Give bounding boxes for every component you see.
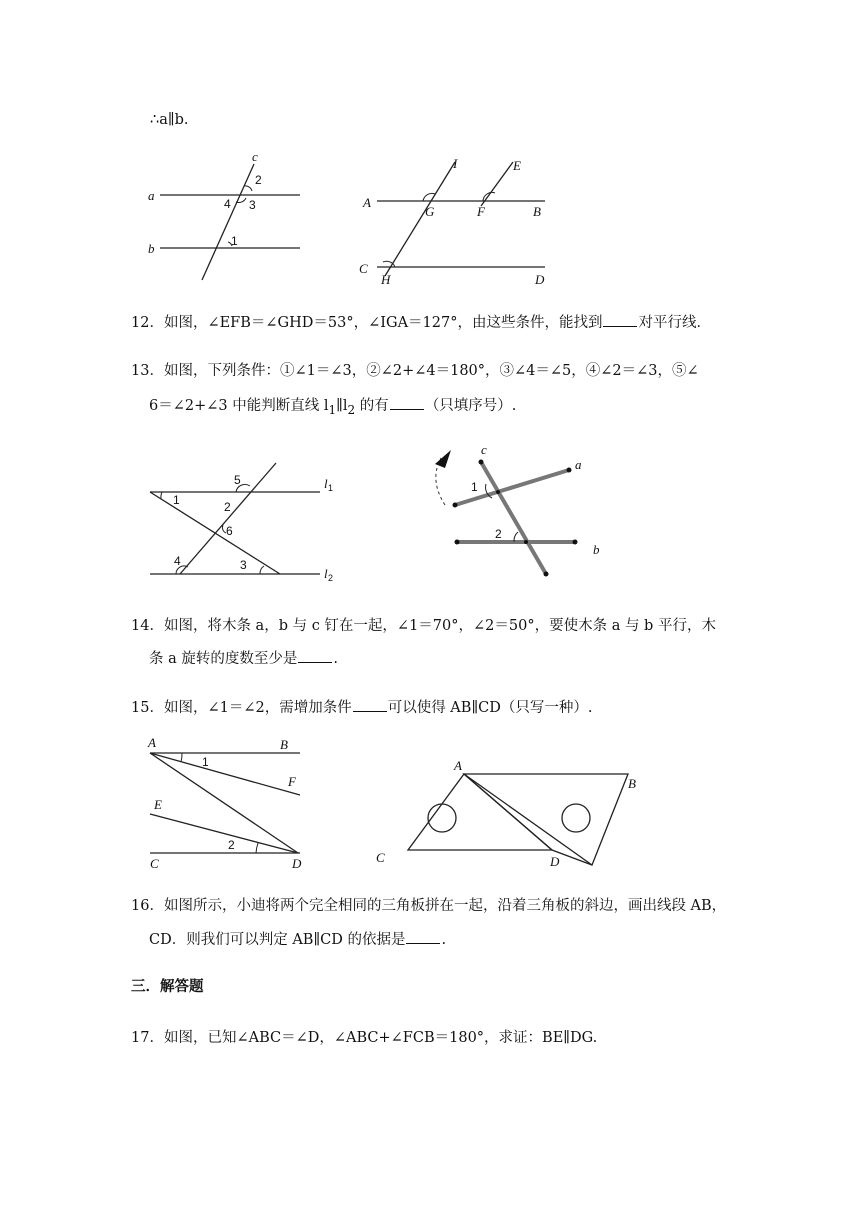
- label-C: C: [150, 856, 159, 871]
- question-13-line1: 13．如图，下列条件：①∠1＝∠3，②∠2+∠4＝180°，③∠4＝∠5，④∠2＝∠3，⑤∠: [131, 363, 699, 379]
- question-16-line2: CD．则我们可以判定 AB∥CD 的依据是 .: [149, 932, 447, 948]
- label-D: D: [292, 856, 302, 871]
- question-14-line2: 条 a 旋转的度数至少是 .: [149, 651, 338, 667]
- label-A: A: [363, 195, 371, 210]
- conclusion-text: ∴a∥b.: [150, 112, 189, 128]
- label-C: C: [359, 261, 368, 276]
- angle-3: 3: [240, 558, 247, 572]
- angle-1: 1: [231, 234, 238, 248]
- angle-6: 6: [226, 524, 233, 538]
- label-B: B: [533, 204, 541, 219]
- svg-text:1: 1: [328, 483, 334, 493]
- angle-4: 4: [174, 554, 181, 568]
- figure-lines-ab-cd: [355, 150, 555, 290]
- label-a: a: [575, 457, 582, 472]
- answer-blank[interactable]: [406, 931, 440, 944]
- label-D: D: [550, 854, 560, 869]
- label-A: A: [454, 758, 462, 773]
- answer-blank[interactable]: [298, 650, 332, 663]
- question-13-line2: 6＝∠2+∠3 中能判断直线 $l_1\parallel l_2$ 的有 （只填序号）.: [149, 398, 517, 417]
- label-B: B: [280, 737, 288, 752]
- label-E: E: [513, 158, 521, 173]
- figure-parallel-lines-ab: [140, 146, 310, 286]
- figure-set-squares: [370, 734, 650, 874]
- label-F: F: [288, 774, 296, 789]
- angle-3: 3: [249, 198, 256, 212]
- angle-1: 1: [202, 755, 209, 769]
- label-B: B: [628, 776, 636, 791]
- angle-5: 5: [234, 473, 241, 487]
- label-l1: l: [324, 476, 328, 491]
- svg-text:2: 2: [328, 573, 334, 583]
- label-b: b: [593, 542, 600, 557]
- label-I: I: [453, 156, 458, 171]
- question-15: 15．如图，∠1＝∠2，需增加条件 可以使得 AB∥CD（只写一种）.: [131, 700, 593, 716]
- label-A: A: [148, 735, 156, 750]
- angle-4: 4: [224, 197, 231, 211]
- label-E: E: [154, 797, 162, 812]
- question-16-line1: 16．如图所示，小迪将两个完全相同的三角板拼在一起，沿着三角板的斜边，画出线段 AB，: [131, 898, 727, 914]
- angle-1: 1: [471, 480, 478, 494]
- angle-2: 2: [495, 527, 502, 541]
- label-c: c: [252, 149, 258, 164]
- label-c: c: [481, 442, 487, 457]
- label-G: G: [425, 204, 435, 219]
- question-14-line1: 14．如图，将木条 a，b 与 c 钉在一起，∠1＝70°，∠2＝50°，要使木条 a 与 b 平行，木: [131, 618, 716, 634]
- angle-2: 2: [228, 838, 235, 852]
- question-12: 12．如图，∠EFB＝∠GHD＝53°，∠IGA＝127°，由这些条件，能找到 对平行线．: [131, 315, 711, 331]
- angle-2: 2: [224, 500, 231, 514]
- answer-blank[interactable]: [353, 699, 387, 712]
- figure-angles-abcd: [140, 732, 320, 872]
- label-D: D: [535, 272, 545, 287]
- figure-lines-l1-l2: [140, 455, 350, 585]
- question-17: 17．如图，已知∠ABC＝∠D，∠ABC+∠FCB＝180°，求证：BE∥DG.: [131, 1030, 598, 1046]
- label-a: a: [148, 188, 155, 203]
- label-l2: l: [324, 566, 328, 581]
- section-heading: 三．解答题: [131, 979, 204, 995]
- label-H: H: [381, 272, 391, 287]
- answer-blank[interactable]: [390, 397, 424, 410]
- angle-2: 2: [255, 173, 262, 187]
- figure-wooden-sticks: [425, 440, 615, 585]
- label-C: C: [376, 850, 385, 865]
- angle-1: 1: [173, 493, 180, 507]
- answer-blank[interactable]: [603, 314, 637, 327]
- label-b: b: [148, 241, 155, 256]
- label-F: F: [477, 204, 485, 219]
